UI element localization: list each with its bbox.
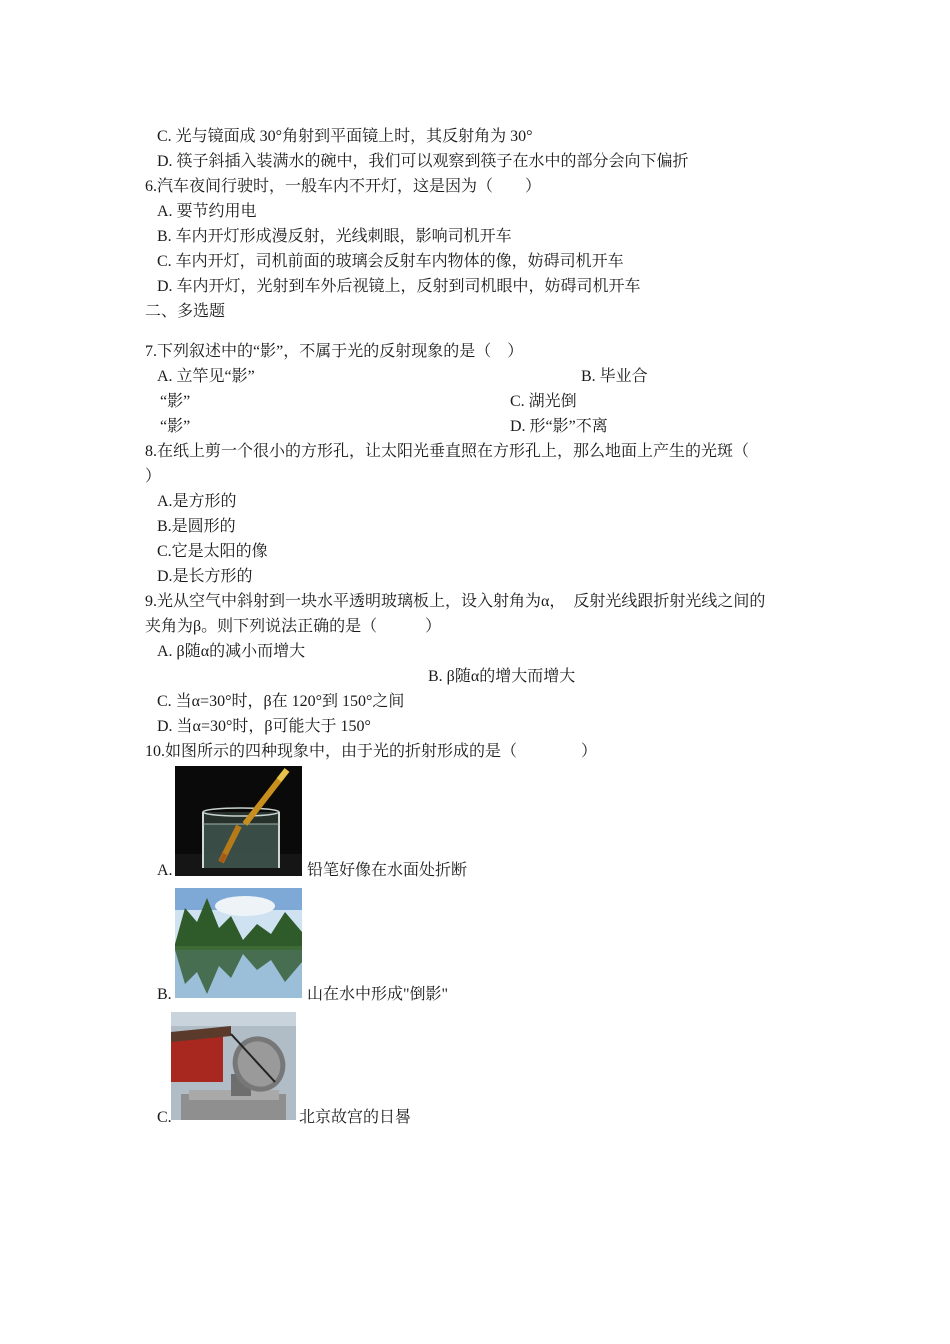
q9-option-a: A. β随α的减小而增大: [157, 643, 306, 660]
q7-stem: 7.下列叙述中的“影”，不属于光的反射现象的是（ ）: [145, 343, 524, 360]
q8-option-b: B.是圆形的: [157, 518, 236, 535]
pencil-in-water-image: [175, 766, 302, 876]
sundial-image: [171, 1012, 296, 1120]
q9-stem: 9.光从空气中斜射到一块水平透明玻璃板上，设入射角为α， 反射光线跟折射光线之间的: [145, 593, 766, 610]
q6-option-a: A. 要节约用电: [157, 203, 257, 220]
q7-option-c-continued: “影”: [160, 418, 191, 435]
q10-option-a-text: 铅笔好像在水面处折断: [307, 862, 468, 879]
q8-stem: 8.在纸上剪一个很小的方形孔，让太阳光垂直照在方形孔上，那么地面上产生的光斑（: [145, 443, 750, 460]
q9-option-c: C. 当α=30°时，β在 120°到 150°之间: [157, 693, 405, 710]
q7-option-b: B. 毕业合: [581, 368, 648, 385]
q7-option-a: A. 立竿见“影”: [157, 368, 255, 385]
q9-option-d: D. 当α=30°时，β可能大于 150°: [157, 718, 371, 735]
q10-stem: 10.如图所示的四种现象中，由于光的折射形成的是（ ）: [145, 743, 598, 760]
q10-option-b-text: 山在水中形成"倒影": [307, 986, 449, 1003]
q5-option-c: C. 光与镜面成 30°角射到平面镜上时，其反射角为 30°: [157, 128, 533, 145]
q8-option-d: D.是长方形的: [157, 568, 253, 585]
q6-option-d: D. 车内开灯，光射到车外后视镜上，反射到司机眼中，妨碍司机开车: [157, 278, 641, 295]
q8-option-c: C.它是太阳的像: [157, 543, 268, 560]
q8-stem-continued: ）: [145, 468, 162, 485]
q7-option-b-continued: “影”: [160, 393, 191, 410]
q9-option-b: B. β随α的增大而增大: [428, 668, 576, 685]
q7-option-c: C. 湖光倒: [510, 393, 577, 410]
q10-option-c-text: 北京故宫的日晷: [299, 1109, 412, 1126]
q6-option-b: B. 车内开灯形成漫反射，光线刺眼，影响司机开车: [157, 228, 512, 245]
mountain-reflection-image: [175, 888, 302, 998]
q8-option-a: A.是方形的: [157, 493, 237, 510]
q5-option-d: D. 筷子斜插入装满水的碗中，我们可以观察到筷子在水中的部分会向下偏折: [157, 153, 689, 170]
q6-option-c: C. 车内开灯，司机前面的玻璃会反射车内物体的像，妨碍司机开车: [157, 253, 624, 270]
section-heading-multiple-choice: 二、多选题: [145, 303, 226, 320]
q10-option-c-letter: C.: [157, 1109, 172, 1126]
q7-option-d: D. 形“影”不离: [510, 418, 608, 435]
q10-option-a-letter: A.: [157, 862, 173, 879]
q6-stem: 6.汽车夜间行驶时，一般车内不开灯，这是因为（ ）: [145, 178, 542, 195]
q10-option-b-letter: B.: [157, 986, 172, 1003]
q9-stem-continued: 夹角为β。则下列说法正确的是（ ）: [145, 618, 442, 635]
